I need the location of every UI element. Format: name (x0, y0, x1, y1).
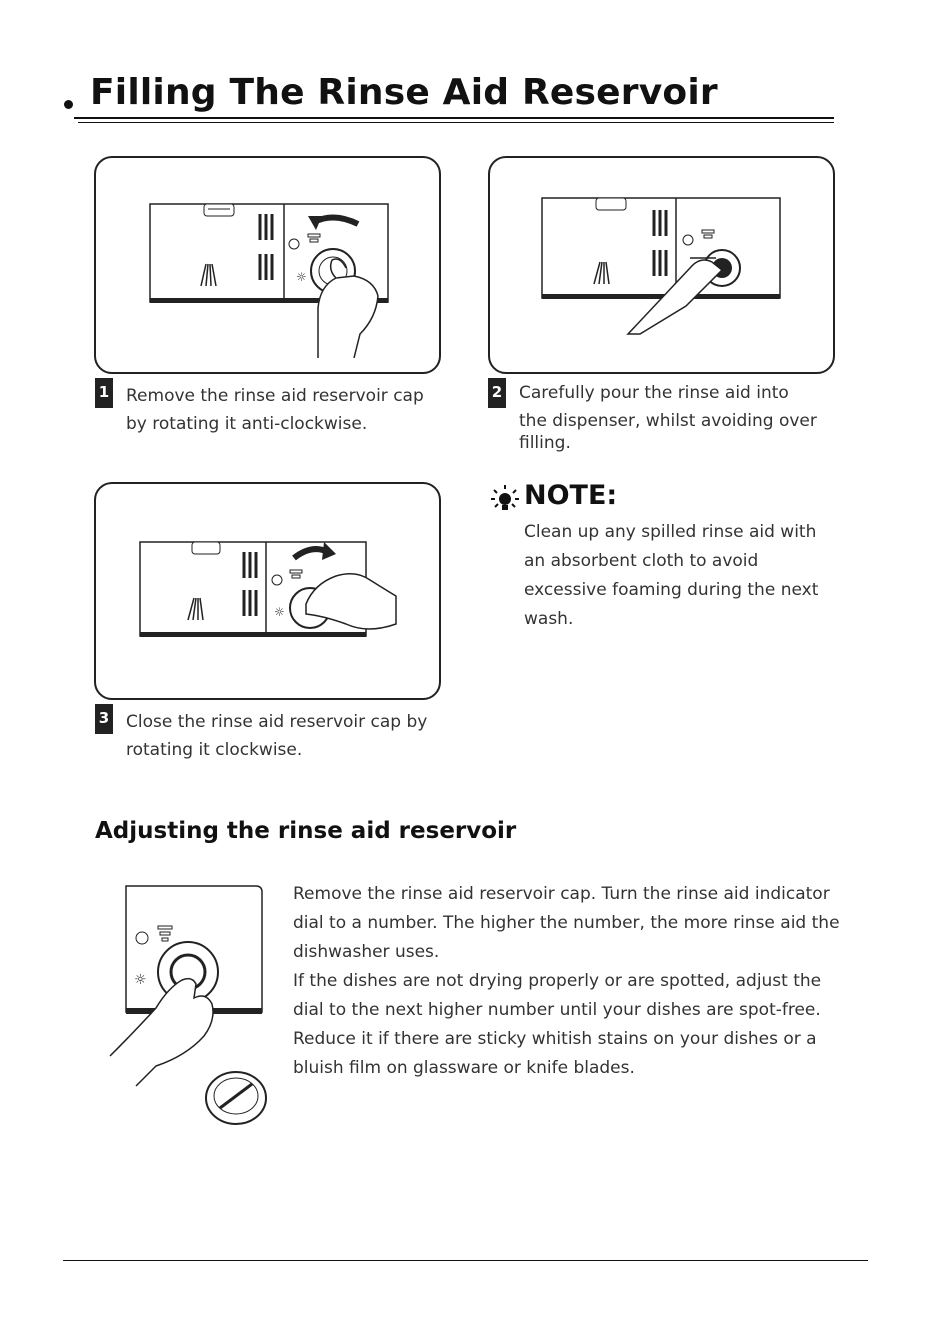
illustration-step-3 (94, 482, 441, 700)
page-header (62, 72, 834, 128)
step-text (126, 382, 424, 438)
step-text-line: rotating it clockwise. (126, 740, 303, 760)
instruction-line: bluish film on glassware or knife blades. (293, 1058, 635, 1078)
step-text-line: Carefully pour the rinse aid into (519, 383, 789, 403)
instruction-line: dial to the next higher number until your dishes are spot-free. (293, 1000, 821, 1020)
instruction-line: Reduce it if there are sticky whitish stains on your dishes or a (293, 1029, 817, 1049)
svg-text:☼: ☼ (134, 972, 147, 988)
step-text-line: the dispenser, whilst avoiding over (519, 411, 817, 431)
lightbulb-icon (490, 484, 520, 514)
adjust-dial-illustration (96, 880, 276, 1130)
step-2 (488, 378, 833, 470)
note-line: excessive foaming during the next (524, 580, 819, 600)
bullet-dot (64, 100, 73, 109)
step-text-line: filling. (519, 433, 571, 453)
step-text-line: by rotating it anti-clockwise. (126, 414, 368, 434)
page-title: Filling The Rinse Aid Reservoir (90, 72, 718, 113)
instruction-line: If the dishes are not drying properly or are spotted, adjust the (293, 971, 822, 991)
footer-divider (63, 1260, 868, 1261)
title-underline (74, 117, 834, 119)
note-title: NOTE: (524, 480, 618, 511)
dispenser-pour-illustration (490, 158, 833, 372)
step-1 (95, 378, 435, 442)
adjusting-instructions (293, 880, 840, 1083)
illustration-step-2 (488, 156, 835, 374)
dispenser-close-illustration (96, 484, 439, 698)
note-body (524, 518, 818, 634)
step-text-line: Remove the rinse aid reservoir cap (126, 386, 424, 406)
step-text (519, 381, 817, 456)
note-line: wash. (524, 609, 574, 629)
section-heading: Adjusting the rinse aid reservoir (95, 818, 517, 844)
step-3 (95, 704, 435, 768)
step-number-badge: 1 (95, 378, 113, 408)
note-line: an absorbent cloth to avoid (524, 551, 759, 571)
instruction-line: dishwasher uses. (293, 942, 440, 962)
svg-text:☼: ☼ (274, 605, 285, 619)
step-text (126, 708, 427, 764)
svg-text:☼: ☼ (296, 270, 307, 284)
step-text-line: Close the rinse aid reservoir cap by (126, 712, 428, 732)
dispenser-open-illustration (96, 158, 439, 372)
note-line: Clean up any spilled rinse aid with (524, 522, 817, 542)
step-number-badge: 3 (95, 704, 113, 734)
illustration-step-1 (94, 156, 441, 374)
step-number-badge: 2 (488, 378, 506, 408)
title-underline-thin (78, 122, 834, 123)
instruction-line: Remove the rinse aid reservoir cap. Turn the rinse aid indicator (293, 884, 830, 904)
instruction-line: dial to a number. The higher the number, the more rinse aid the (293, 913, 840, 933)
